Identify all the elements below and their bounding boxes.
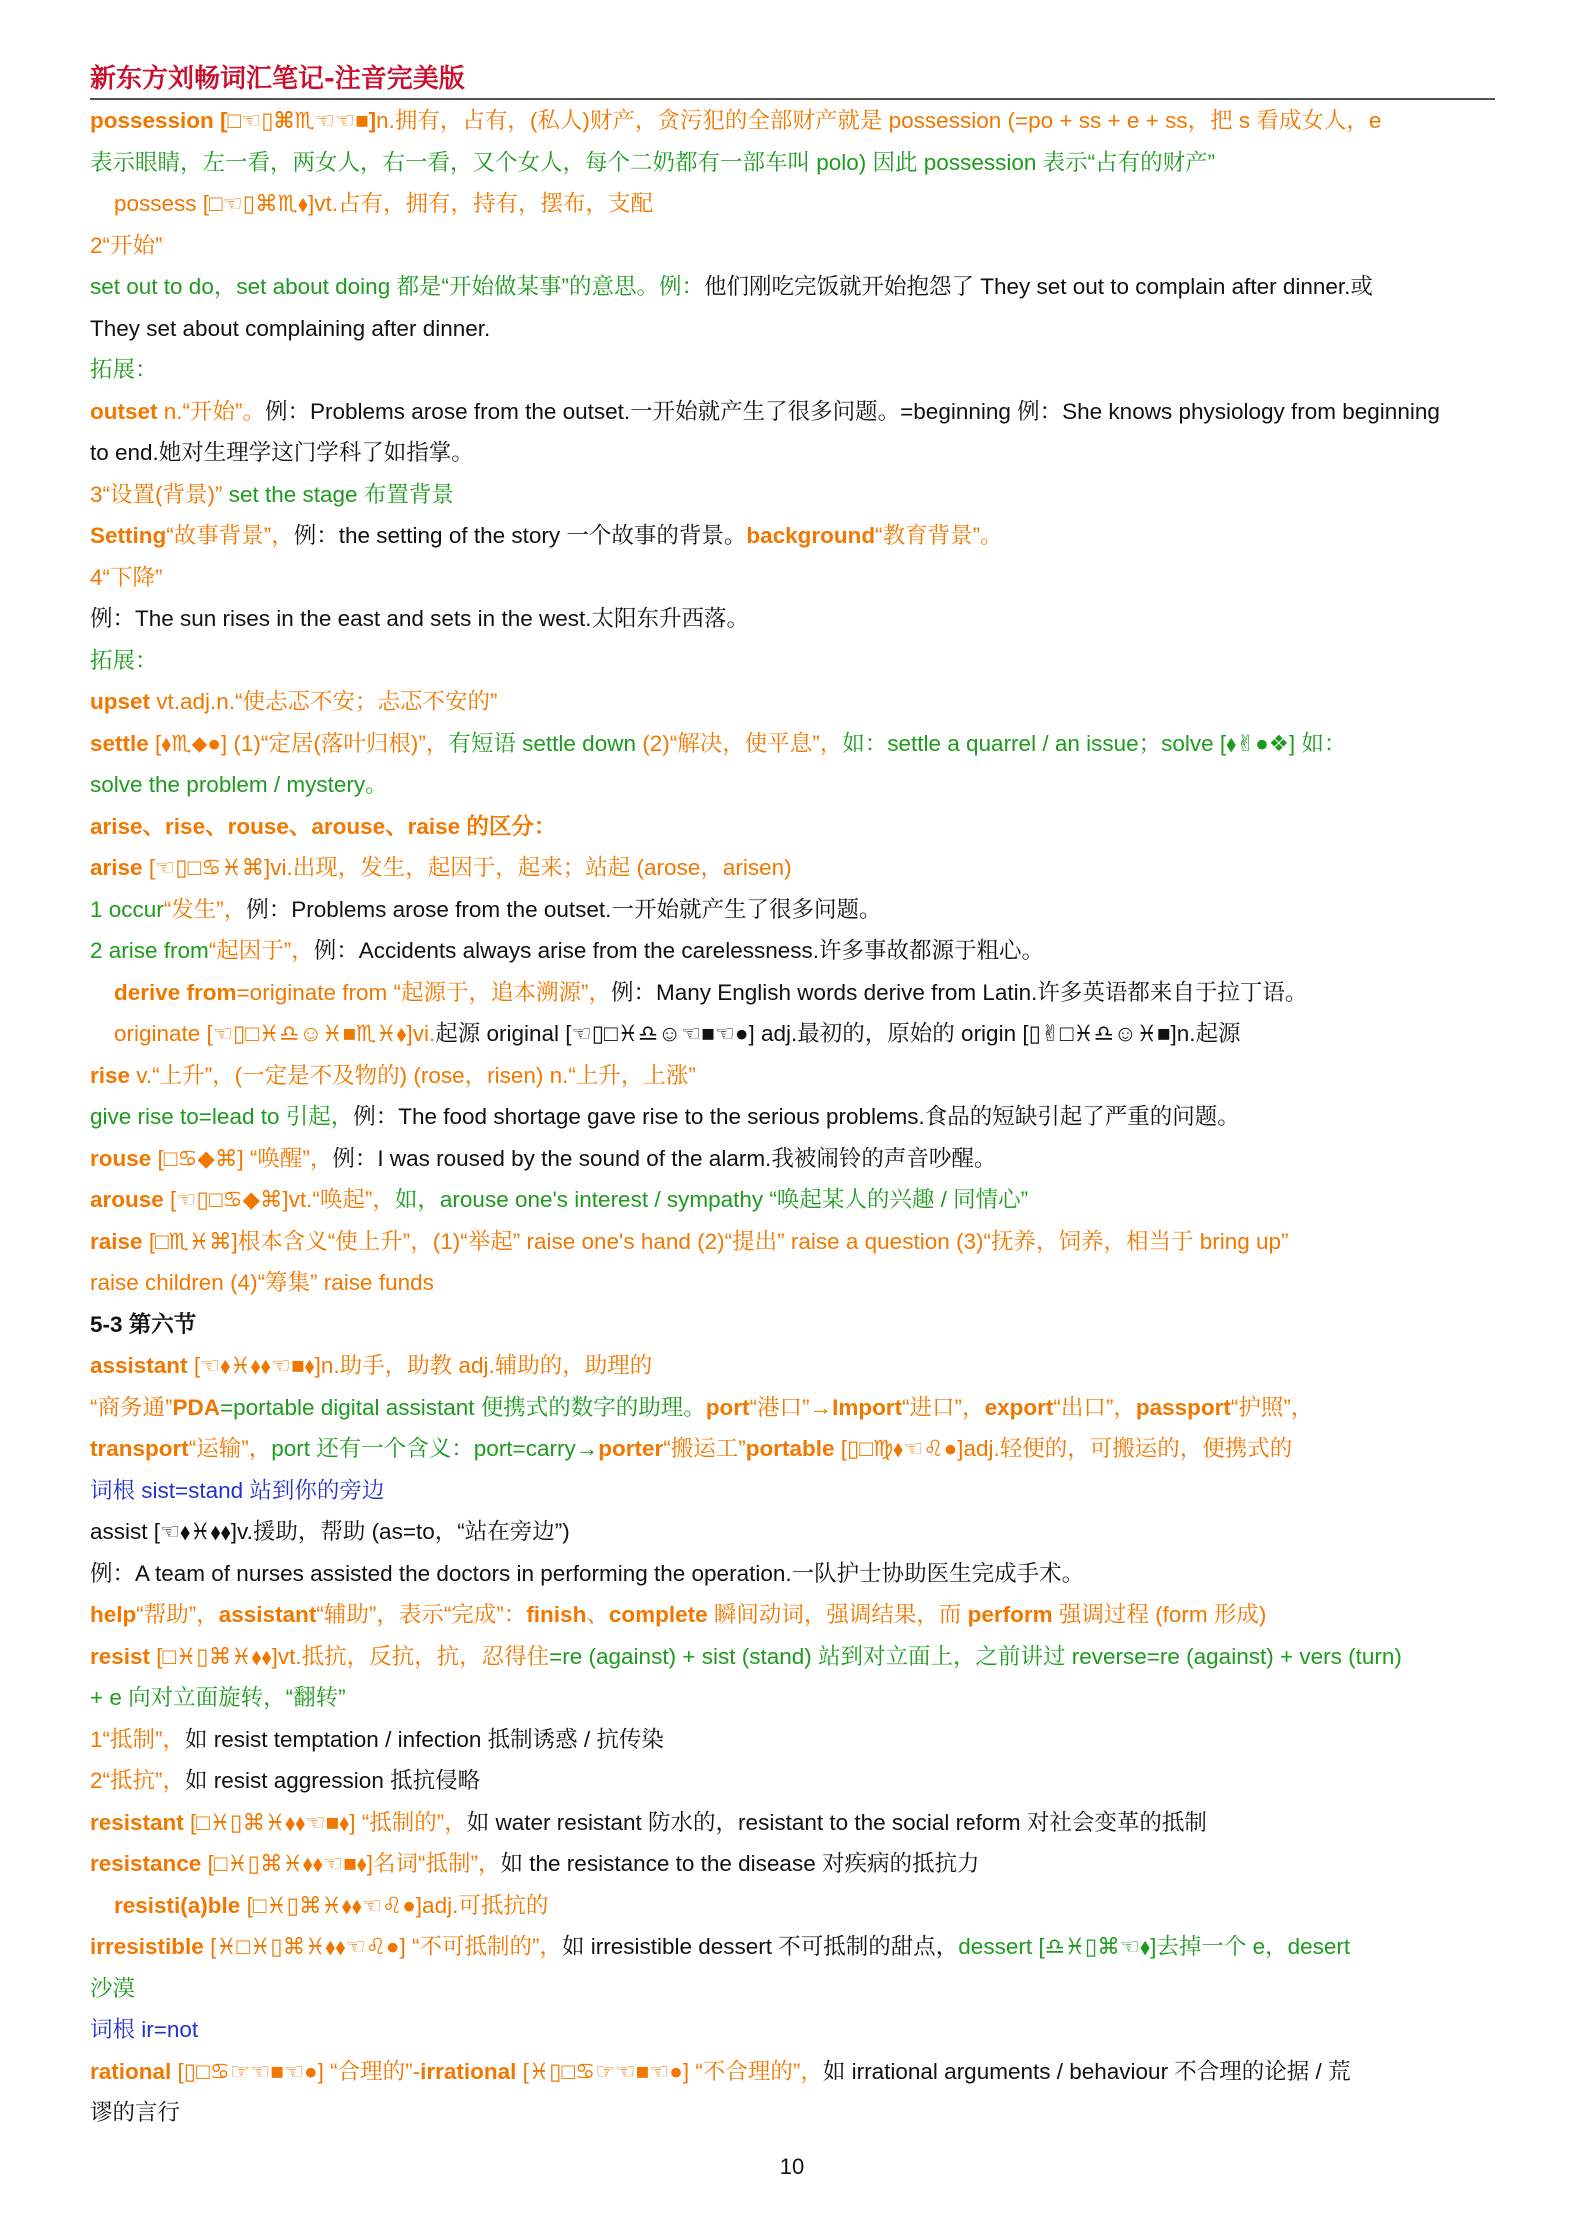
text-segment: arise、rise、rouse、arouse、raise 的区分： [90,813,557,839]
text-line [90,930,1500,972]
text-line [90,2051,1500,2093]
text-segment: Import [832,1394,903,1420]
text-line [90,2092,1500,2134]
text-segment: assistant [90,1353,188,1378]
text-segment: vt.adj.n.“使忐忑不安；忐忑不安的” [150,689,498,714]
text-segment: 他们刚吃完饭就开始抱怨了 They set out to complain after dinner.或 [703,274,1373,299]
notes-body [90,100,1500,2134]
text-segment: portable [745,1436,835,1461]
text-segment: “故事背景”， [166,523,294,548]
text-segment: Setting [90,523,167,548]
text-segment: 1 occur [90,896,164,922]
text-line [90,723,1500,765]
text-line [90,1221,1500,1263]
text-line [90,266,1500,308]
text-segment: They set about complaining after dinner. [90,315,491,341]
text-line [90,1345,1500,1387]
text-segment: 例：Problems arose from the outset.一开始就产生了很多问题。 [246,896,882,922]
text-segment: 如 resist aggression 抵抗侵略 [185,1768,481,1793]
text-segment: resistant [90,1809,184,1835]
text-segment: 词根 sist=stand 站到你的旁边 [90,1477,385,1503]
text-line [90,889,1500,931]
text-segment: 例：I was roused by the sound of the alarm.我被闹铃的声音吵醒。 [332,1145,997,1171]
text-segment: possess [□☜▯⌘♏⬧]vt.占有，拥有，持有，摆布，支配 [114,191,653,216]
text-segment: set out to do，set about doing 都是“开始做某事”的意思。例： [90,274,704,299]
text-segment: “进口”， [902,1394,985,1420]
text-line [90,598,1500,640]
text-segment: [⬧♏⬥●] (1)“定居(落叶归根)”， [148,730,449,756]
text-segment: export [984,1394,1054,1420]
text-segment: dessert [♎♓▯⌘☜⬧]去掉一个 e，desert [958,1934,1351,1959]
text-segment: 例：The food shortage gave rise to the serious problems.食品的短缺引起了严重的问题。 [353,1104,1240,1129]
text-segment: porter [598,1436,664,1461]
text-line [90,2009,1500,2051]
text-segment: =originate from “起源于，追本溯源”， [236,979,611,1005]
text-line [90,225,1500,267]
text-segment: 1“抵制”， [90,1726,185,1752]
text-line [90,1636,1500,1678]
text-segment: rational [90,2058,172,2084]
text-line [90,1262,1500,1304]
text-segment: [□♓▯⌘♓⬧⬧☜■⬧] “抵制的”， [183,1809,467,1835]
text-segment: 起源 original [☜▯□♓♎☺☜■☜●] adj.最初的，原始的 origin [▯✌□♓♎☺♓■]n.起源 [435,1021,1241,1046]
text-segment: n.“开始”。 [157,398,266,424]
text-line [90,391,1500,433]
text-segment: settle [90,730,149,756]
text-segment: 如 the resistance to the disease 对疾病的抵抗力 [500,1851,980,1876]
text-segment: 4“下降” [90,564,163,590]
text-segment: resisti(a)ble [114,1892,241,1918]
text-segment: 谬的言行 [90,2100,181,2125]
text-line [90,1926,1500,1968]
text-segment: =portable digital assistant 便携式的数字的助理。 [220,1394,706,1420]
text-segment: “运输”， [188,1436,272,1461]
text-segment: irresistible [90,1934,204,1959]
text-segment: 例：Accidents always arise from the carelessness.许多事故都源于粗心。 [313,938,1044,963]
text-segment: assistant [218,1602,317,1627]
text-line [90,100,1500,142]
text-segment: resistance [90,1851,202,1876]
text-segment: 如 resist temptation / infection 抵制诱惑 / 抗传染 [185,1726,664,1752]
text-line [90,1304,1500,1346]
text-line [90,308,1500,350]
text-segment: perform [967,1602,1053,1627]
text-segment: “起因于”， [208,938,314,963]
text-segment: 如，arouse one's interest / sympathy “唤起某人的兴趣 / 同情心” [394,1187,1029,1212]
text-segment: “港口”→ [749,1394,833,1420]
text-line [90,515,1500,557]
text-segment: “商务通” [90,1394,173,1420]
text-segment: 拓展： [90,647,158,673]
text-line [90,557,1500,599]
text-line [90,1553,1500,1595]
text-segment: 例：Many English words derive from Latin.许多英语都来自于拉丁语。 [610,979,1308,1005]
text-line [90,972,1500,1014]
text-segment: irrational [420,2058,517,2084]
text-segment: 瞬间动词，强调结果，而 [707,1602,968,1627]
text-segment: “出口”， [1053,1394,1136,1420]
text-segment: 例：The sun rises in the east and sets in the west.太阳东升西落。 [90,606,749,631]
text-segment: rise [90,1062,131,1088]
text-segment: 3“设置(背景)” [90,481,223,507]
text-line [90,1096,1500,1138]
text-line [90,1387,1500,1429]
text-line [90,1677,1500,1719]
text-line [90,1138,1500,1180]
text-segment: “发生”， [163,896,247,922]
text-segment: 2 arise from [90,938,209,963]
text-segment: passport [1135,1394,1231,1420]
text-segment: derive from [114,979,237,1005]
text-segment: 表示眼睛，左一看，两女人，右一看，又个女人，每个二奶都有一部车叫 polo) 因此 possession 表示“占有的财产” [90,149,1216,175]
text-segment: port 还有一个含义：port=carry→ [271,1436,599,1461]
text-segment: [☜▯□♋◆⌘]vt.“唤起”， [163,1187,395,1212]
text-segment: raise children (4)“筹集” raise funds [90,1270,434,1295]
text-segment: PDA [172,1394,221,1420]
text-segment: to end.她对生理学这门学科了如指掌。 [90,440,474,465]
text-segment: 如 water resistant 防水的，resistant to the social reform 对社会变革的抵制 [466,1809,1207,1835]
text-line [90,183,1500,225]
text-line [90,1968,1500,2010]
text-segment: transport [90,1436,189,1461]
text-segment: arouse [90,1187,164,1212]
text-line [90,1843,1500,1885]
text-line [90,142,1500,184]
text-segment: outset [90,398,158,424]
text-segment: 如 irresistible dessert 不可抵制的甜点， [561,1934,959,1959]
text-segment: [▯□♋☞☜■☜●] “合理的”- [171,2058,421,2084]
text-line [90,1055,1500,1097]
text-segment: =re (against) + sist (stand) 站到对立面上，之前讲过 reverse=re (against) + vers (turn) [549,1643,1402,1669]
text-segment: 强调过程 (form 形成) [1052,1602,1267,1627]
text-segment: [□♓▯⌘♓⬧⬧☜■⬧]名词“抵制”， [201,1851,501,1876]
text-segment: 拓展： [90,357,158,382]
text-line [90,1802,1500,1844]
text-line [90,847,1500,889]
page-title: 新东方刘畅词汇笔记-注音完美版 [90,64,465,94]
text-segment: upset [90,689,151,714]
text-segment: 例：A team of nurses assisted the doctors in performing the operation.一队护士协助医生完成手术。 [90,1560,1085,1586]
text-segment: [□♓▯⌘♓⬧⬧☜♌●]adj.可抵抗的 [240,1892,549,1918]
text-segment: 2“抵抗”， [90,1768,185,1793]
text-segment: 例：the setting of the story 一个故事的背景。 [293,523,747,548]
text-segment: + e 向对立面旋转，“翻转” [90,1685,346,1710]
text-segment: background [746,523,876,548]
text-line [90,1179,1500,1221]
text-segment: [□♏♓⌘]根本含义“使上升”，(1)“举起” raise one's hand (2)“提出” raise a question (3)“抚养，饲养，相当于 bring up” [142,1228,1289,1254]
text-segment: v.“上升”，(一定是不及物的) (rose，risen) n.“上升，上涨” [130,1062,696,1088]
text-segment: [□♋◆⌘] “唤醒”， [151,1145,333,1171]
text-line [90,1885,1500,1927]
text-segment: rouse [90,1145,152,1171]
text-segment: set the stage 布置背景 [222,481,454,507]
text-line [90,1760,1500,1802]
page-number: 10 [779,2154,805,2179]
text-segment: [□♓▯⌘♓⬧⬧]vt.抵抗，反抗，抗，忍得住 [150,1643,550,1669]
text-segment: possession [□☜▯⌘♏☜☜■] [90,108,377,133]
text-segment: “搬运工” [663,1436,746,1461]
text-segment: n.拥有，占有，(私人)财产，贪污犯的全部财产就是 possession (=po + ss + e + ss，把 s 看成女人，e [376,108,1382,133]
text-line [90,474,1500,516]
text-segment: “帮助”， [136,1602,219,1627]
text-line [90,640,1500,682]
text-segment: 有短语 settle down [448,730,636,756]
text-segment: complete [608,1602,708,1627]
text-segment: solve the problem / mystery。 [90,772,388,797]
text-segment: finish [526,1602,587,1627]
text-segment: 、 [586,1602,609,1627]
text-segment: 词根 ir=not [90,2017,199,2042]
text-segment: originate [☜▯□♓♎☺♓■♏♓⬧]vi. [114,1021,436,1046]
text-line [90,432,1500,474]
text-segment: [☜⬧♓⬧⬧☜■⬧]n.助手，助教 adj.辅助的，助理的 [187,1353,653,1378]
text-segment: arise [90,855,143,880]
text-segment: “护照”， [1230,1394,1314,1420]
text-segment: [☜▯□♋♓⌘]vi.出现，发生，起因于，起来；站起 (arose，arisen) [142,855,792,880]
text-segment: help [90,1602,137,1627]
text-segment: (2)“解决，使平息”， [635,730,843,756]
text-segment: assist [☜⬧♓⬧⬧]v.援助，帮助 (as=to，“站在旁边”) [90,1519,570,1544]
text-segment: [♓▯□♋☞☜■☜●] “不合理的”， [516,2058,823,2084]
text-segment: “教育背景”。 [875,523,1003,548]
text-segment: 如 irrational arguments / behaviour 不合理的论据 / 荒 [822,2058,1351,2084]
text-segment: “辅助”，表示“完成”： [316,1602,527,1627]
text-line [90,1428,1500,1470]
text-segment: raise [90,1228,143,1254]
text-line [90,1470,1500,1512]
text-segment: 如：settle a quarrel / an issue；solve [⬧✌●❖] 如： [842,730,1347,756]
text-segment: [♓□♓▯⌘♓⬧⬧☜♌●] “不可抵制的”， [203,1934,562,1959]
text-line [90,681,1500,723]
text-line [90,1594,1500,1636]
text-segment: 5-3 第六节 [90,1311,197,1337]
text-segment: 2“开始” [90,232,163,258]
text-segment: [▯□♍⬧☜♌●]adj.轻便的，可搬运的，便携式的 [834,1436,1293,1461]
text-segment: port [705,1394,750,1420]
text-line [90,764,1500,806]
text-segment: give rise to=lead to 引起， [90,1104,354,1129]
text-line [90,1013,1500,1055]
text-line [90,1719,1500,1761]
text-segment: resist [90,1643,151,1669]
text-line [90,806,1500,848]
text-line [90,1511,1500,1553]
text-line [90,349,1500,391]
text-segment: 例：Problems arose from the outset.一开始就产生了很多问题。=beginning 例：She knows physiology from beginning [265,398,1440,424]
text-segment: 沙漠 [90,1975,136,2001]
